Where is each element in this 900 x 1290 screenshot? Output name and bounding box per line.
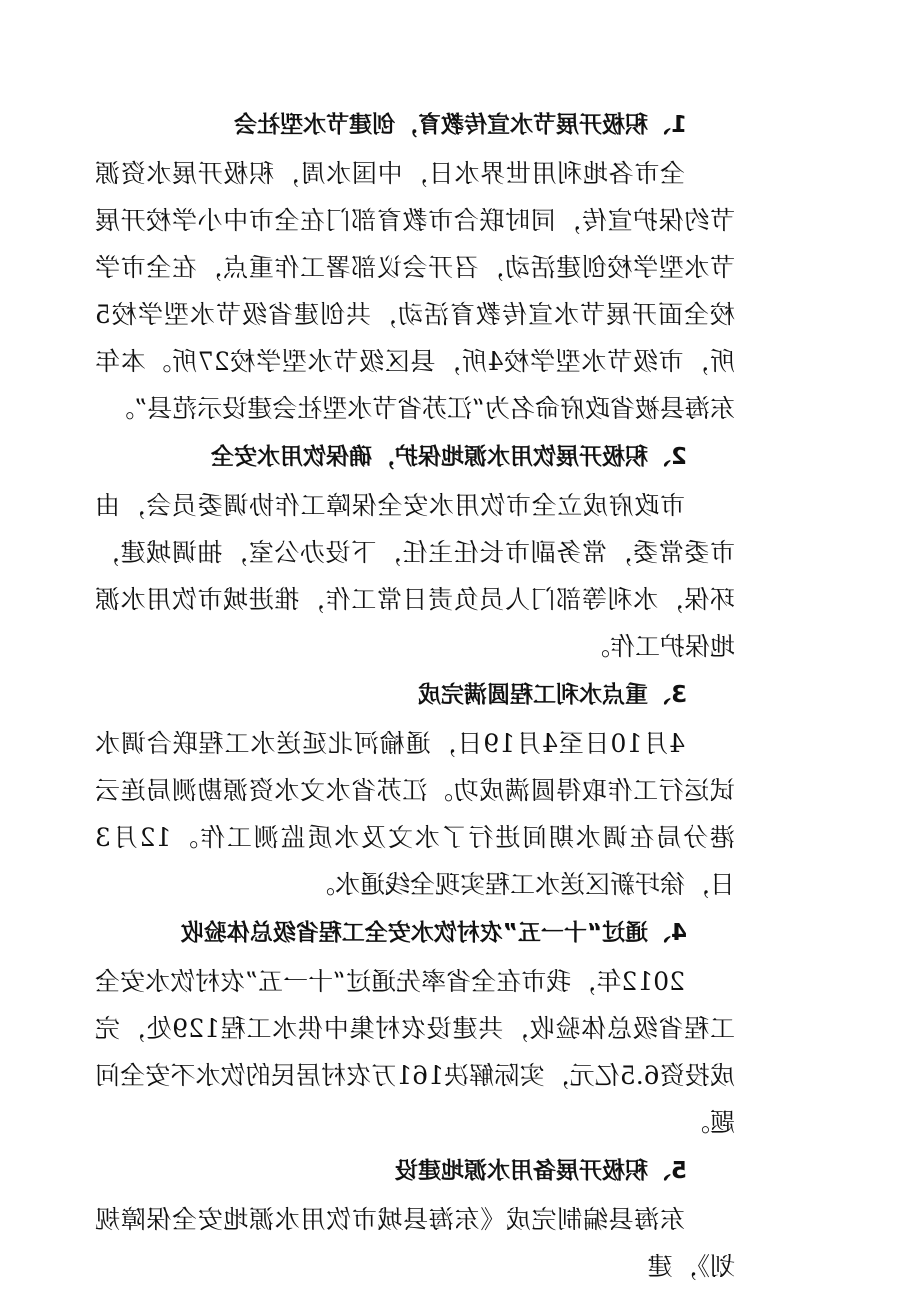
- document-body: [95, 100, 735, 1290]
- section-2-heading: 2、积极开展饮用水源地保护，确保饮用水安全: [210, 444, 687, 470]
- section-4-heading: 4、通过“十一五”农村饮水安全工程省级总体验收: [180, 920, 687, 946]
- section-5-body: 东海县编制完成《东海县城市饮用水源地安全保障规划》，建: [95, 1205, 735, 1281]
- section-1-body: 全市各地利用世界水日，中国水周，积极开展水资源节约保护宣传，同时联合市教育部门在全市中小学校开展节水型学校创建活动，召开会议部署工作重点，在全市学校全面开展节水宣传教育活动，共创建省级节水型学校5所，市级节水型学校4所，县区级节水型学校27所。本年东海县被省政府命名为“江苏省节水型社会建设示范县”。: [95, 159, 735, 423]
- section-5-heading: 5、积极开展备用水源地建设: [394, 1158, 687, 1184]
- section-4-body: 2012年，我市在全省率先通过“十一五”农村饮水安全工程省级总体验收，共建设农村集中供水工程129处，完成投资6.5亿元，实际解决161万农村居民的饮水不安全问题。: [95, 967, 735, 1137]
- section-1-heading: 1、积极开展节水宣传教育，创建节水型社会: [233, 112, 687, 138]
- section-3-heading: 3、重点水利工程圆满完成: [417, 682, 687, 708]
- section-2-body: 市政府成立全市饮用水安全保障工作协调委员会，由市委常委，常务副市长任主任，下设办公室，抽调城建，环保，水利等部门人员负责日常工作，推进城市饮用水源地保护工作。: [95, 491, 735, 661]
- section-3-body: 4月10日至4月19日，通榆河北延送水工程联合调水试运行工作取得圆满成功。江苏省水文水资源勘测局连云港分局在调水期间进行了水文及水质监测工作。12月3日，徐圩新区送水工程实现全线通水。: [95, 729, 735, 899]
